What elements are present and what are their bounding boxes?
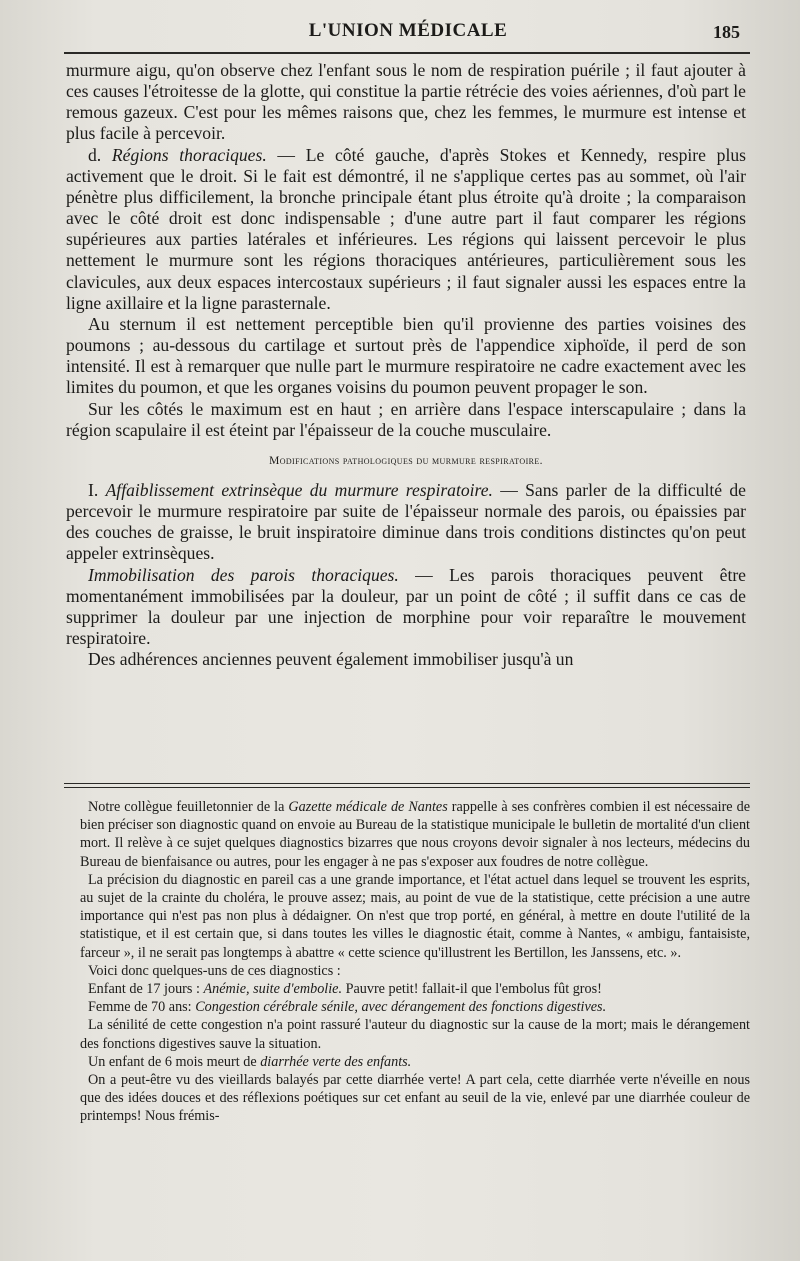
text-run: — Sans parler de la difficulté de percevoir le murmure respiratoire par suite de l'épaisseur normale des parois, ou épaissies par des couches de graisse, le bruit inspiratoire diminue dans trois conditions distinctes qu'on peut appeler extrinsèques. [66,479,746,564]
paragraph [66,145,746,314]
diagnosis: Anémie, suite d'embolie. [203,981,343,998]
note-paragraph [80,798,750,871]
note-paragraph: On a peut-être vu des vieillards balayés par cette diarrhée verte! A part cela, cette diarrhée verte n'éveille en nous que des idées douces et des réflexions poétiques sur cet enfant au seuil de la vie, enlevé par une diarrhée couleur de printemps! Nous frémis- [80,1072,750,1125]
section-heading: Modifications pathologiques du murmure respiratoire. [269,454,543,467]
paragraph: Des adhérences anciennes peuvent également immobiliser jusqu'à un [88,649,574,670]
feuilleton-notes [80,798,750,1126]
page-header [64,20,752,50]
note-paragraph: Voici donc quelques-uns de ces diagnostics : [88,962,341,979]
text-run: d. [88,144,112,165]
note-paragraph: La sénilité de cette congestion n'a point rassuré l'auteur du diagnostic sur la cause de la mort; mais le dérangement des fonctions digestives sauve la situation. [80,1017,750,1052]
paragraph [66,565,746,650]
text-run: Enfant de 17 jours : [88,981,204,998]
text-run: rappelle à ses confrères combien il est nécessaire de bien préciser son diagnostic quand on envoie au Bureau de la statistique municipale le bulletin de mortalité d'un client mort. Il relève à ce sujet quelques diagnostics bizarres que nous croyons devoir signaler à nos lecteurs, médecins du Bureau de bienfaisance ou autres, pour les engager à ne pas s'exposer aux foudres de notre collègue. [80,799,750,870]
text-run: Notre collègue feuilletonnier de la [88,799,289,815]
text-run: Femme de 70 ans: [88,999,196,1016]
paragraph [66,480,746,565]
page-number: 185 [713,22,740,42]
main-text [66,60,746,670]
text-run: Pauvre petit! fallait-il que l'embolus fût gros! [342,981,602,998]
subsection-title: Régions thoraciques. [111,144,267,165]
subsection-title: Affaiblissement extrinsèque du murmure respiratoire. [105,479,493,500]
journal-title: Gazette médicale de Nantes [288,799,448,815]
text-run: — Les parois thoraciques peuvent être momentanément immobilisées par la douleur, par un point de côté ; il suffit dans ce cas de supprimer la douleur par une injection de morphine pour voir reparaître le mouvement respiratoire. [66,564,746,649]
paragraph: Sur les côtés le maximum est en haut ; en arrière dans l'espace interscapulaire ; dans la région scapulaire il est éteint par l'épaisseur de la couche musculaire. [66,398,746,440]
text-run: Un enfant de 6 mois meurt de [88,1053,261,1070]
note-paragraph: La précision du diagnostic en pareil cas a une grande importance, et l'état actuel dans lequel se trouvent les esprits, au sujet de la crainte du choléra, le prouve assez; mais, au point de vue de la statistique, cette précision a une autre importance qui n'est pas non plus à dédaigner. On n'est que trop porté, en général, à mettre en doute l'utilité de la statistique, et il est certain que, si dans toutes les villes le diagnostic était, comme à Nantes, « ambigu, fantaisiste, farceur », il ne serait pas longtemps à abattre « cette science qu'illustrent les Bertillon, les Janssens, etc. ». [80,871,750,961]
running-title: L'UNION MÉDICALE [308,20,508,41]
diagnosis: diarrhée verte des enfants. [260,1053,412,1070]
subsection-title: Immobilisation des parois thoraciques. [88,564,399,585]
note-paragraph [80,998,750,1016]
header-rule [64,52,750,54]
text-run: I. [88,479,106,500]
note-paragraph [80,980,750,998]
note-paragraph [80,1053,750,1071]
paragraph: Au sternum il est nettement perceptible bien qu'il provienne des parties voisines des poumons ; au-dessous du cartilage et surtout près de l'appendice xiphoïde, il perd de son intensité. Il est à remarquer que nulle part le murmure respiratoire ne cadre exactement avec les limites du poumon, et que les organes voisins du poumon peuvent propager le son. [66,313,746,398]
text-run: — Le côté gauche, d'après Stokes et Kennedy, respire plus activement que le droit. Si le fait est démontré, il ne s'applique certes pas au sommet, où l'air pénètre plus difficilement, la bronche principale étant plus étroite qu'à droite ; la comparaison avec le côté droit est donc indispensable ; d'une autre part il faut comparer les régions supérieures aux parties latérales et inférieures. Les régions qui laissent percevoir le plus nettement le murmure sont les régions thoraciques antérieures, particulièrement sous les clavicules, aux deux espaces intercostaux supérieurs ; il faut signaler aussi les espaces entre la ligne axillaire et la ligne parasternale. [66,144,746,313]
notes-rule [64,783,750,788]
paragraph: murmure aigu, qu'on observe chez l'enfant sous le nom de respiration puérile ; il faut ajouter à ces causes l'étroitesse de la glotte, qui constitue la partie rétrécie des voies aériennes, d'où part le remous gazeux. C'est pour les mêmes raisons que, chez les femmes, le murmure est intense et plus facile à percevoir. [66,60,746,144]
diagnosis: Congestion cérébrale sénile, avec dérangement des fonctions digestives. [195,999,607,1016]
